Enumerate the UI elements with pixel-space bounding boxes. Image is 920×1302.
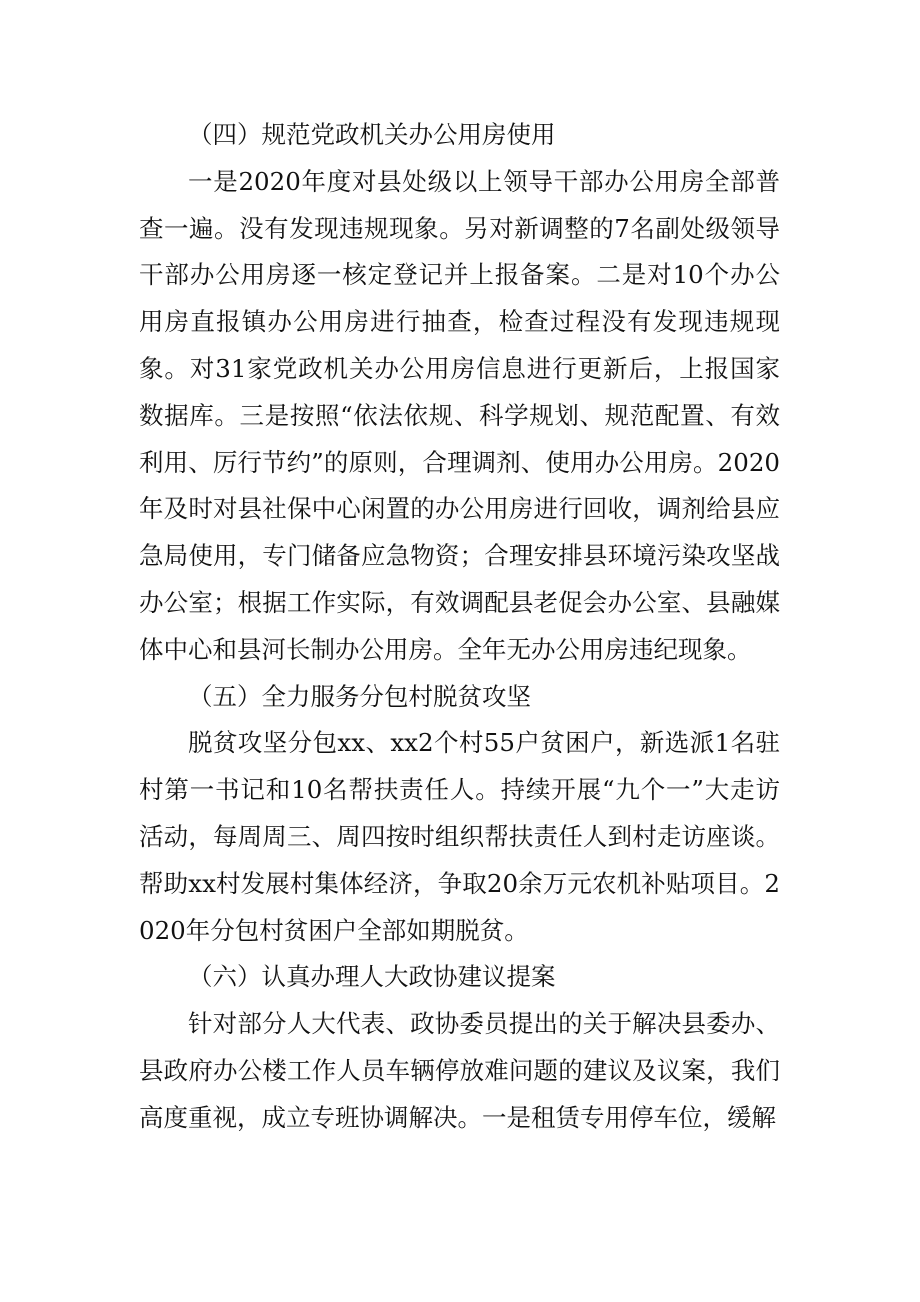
section-paragraph-6: 针对部分人大代表、政协委员提出的关于解决县委办、县政府办公楼工作人员车辆停放难问题的建议及议案，我们高度重视，成立专班协调解决。一是租赁专用停车位，缓解 [139, 1009, 780, 1132]
section-paragraph-4: 一是2020年度对县处级以上领导干部办公用房全部普查一遍。没有发现违规现象。另对新调整的7名副处级领导干部办公用房逐一核定登记并上报备案。二是对10个办公用房直报镇办公用房进行抽查，检查过程没有发现违规现象。对31家党政机关办公用房信息进行更新后，上报国家数据库。三是按照“依法依规、科学规划、规范配置、有效利用、厉行节约”的原则，合理调剂、使用办公用房。2020年及时对县社保中心闲置的办公用房进行回收，调剂给县应急局使用，专门储备应急物资；合理安排县环境污染攻坚战办公室；根据工作实际，有效调配县老促会办公室、县融媒体中心和县河长制办公用房。全年无办公用房违纪现象。 [139, 166, 780, 664]
document-body [139, 112, 780, 1142]
section-heading-6: （六）认真办理人大政协建议提案 [188, 962, 556, 992]
section-paragraph-5: 脱贫攻坚分包xx、xx2个村55户贫困户，新选派1名驻村第一书记和10名帮扶责任人。持续开展“九个一”大走访活动，每周周三、周四按时组织帮扶责任人到村走访座谈。帮助xx村发展村集体经济，争取20余万元农机补贴项目。2020年分包村贫困户全部如期脱贫。 [139, 728, 780, 945]
section-heading-5: （五）全力服务分包村脱贫攻坚 [188, 681, 531, 711]
section-heading-4: （四）规范党政机关办公用房使用 [188, 120, 556, 149]
